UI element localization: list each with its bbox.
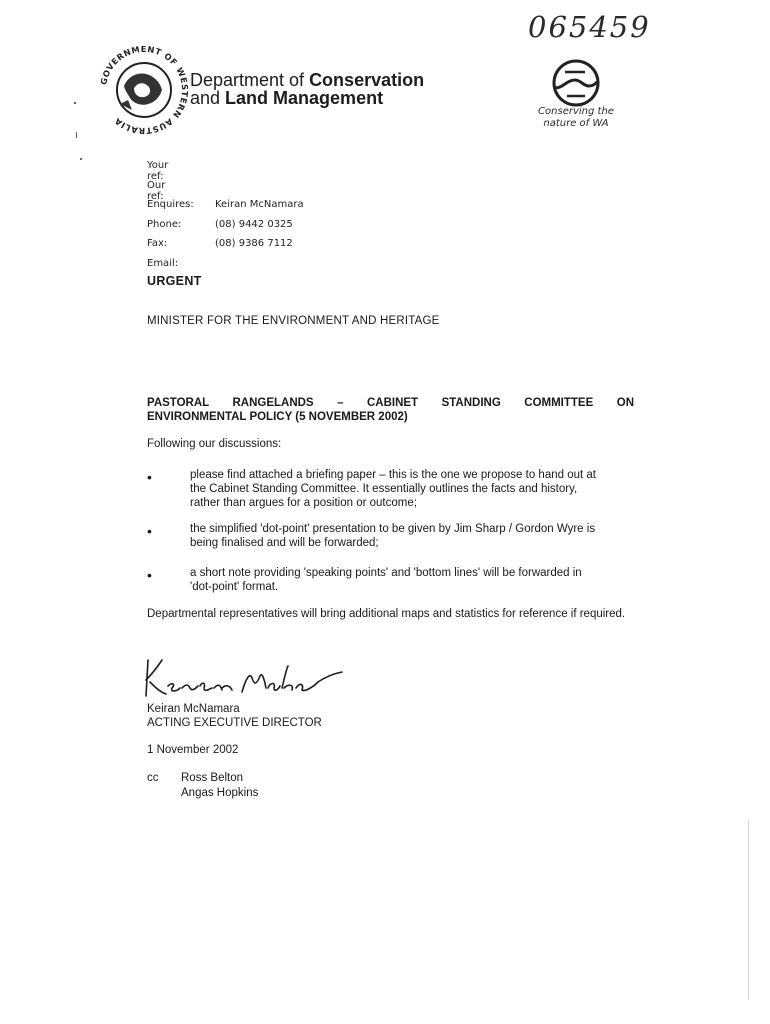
bullet-symbol: • [147,567,152,583]
intro-text: Following our discussions: [147,438,282,450]
addressee: MINISTER FOR THE ENVIRONMENT AND HERITAGE [147,315,440,327]
government-seal-logo [98,44,190,136]
handwritten-signature [142,648,347,700]
cc-recipient: Ross Belton [181,772,244,784]
tagline: Conserving the nature of WA [538,106,614,129]
urgent-label: URGENT [147,274,202,288]
scan-speck [76,132,77,138]
signatory-title: ACTING EXECUTIVE DIRECTOR [147,717,322,729]
bullet-item-1: please find attached a briefing paper – this is the one we propose to hand out at the Cabinet Standing Committee. It essentially outlines the facts and history, rather than argues for a position or outcome; [190,469,596,509]
bullet-symbol: • [147,523,152,539]
cc-label: cc [147,772,159,784]
cc-recipient: Angas Hopkins [181,787,259,799]
seal-text: GOVERNMENT OF WESTERN AUSTRALIA [98,44,190,136]
closing-paragraph: Departmental representatives will bring additional maps and statistics for reference if required. [147,608,626,620]
department-name-line2: and Land Management [190,88,384,108]
department-name-line1: Department of Conservation [190,70,425,90]
svg-text:Keiran McNamara: Keiran McNamara [142,648,151,649]
bullet-symbol: • [147,469,152,485]
scan-speck [80,158,82,160]
bullet-item-2: the simplified 'dot-point' presentation to be given by Jim Sharp / Gordon Wyre is being finalised and will be forwarded; [190,523,596,549]
scan-speck [74,102,76,104]
subject-line-2: ENVIRONMENTAL POLICY (5 NOVEMBER 2002) [147,411,408,423]
document-number: 065459 [528,10,651,44]
calm-logo [545,58,607,108]
subject-line-1: PASTORAL RANGELANDS – CABINET STANDING COMMITTEE ON [147,397,634,409]
signatory-name: Keiran McNamara [147,703,240,715]
letter-date: 1 November 2002 [147,744,239,756]
scan-edge-line [748,820,749,1000]
bullet-item-3: a short note providing 'speaking points' and 'bottom lines' will be forwarded in 'dot-point' format. [190,567,582,593]
